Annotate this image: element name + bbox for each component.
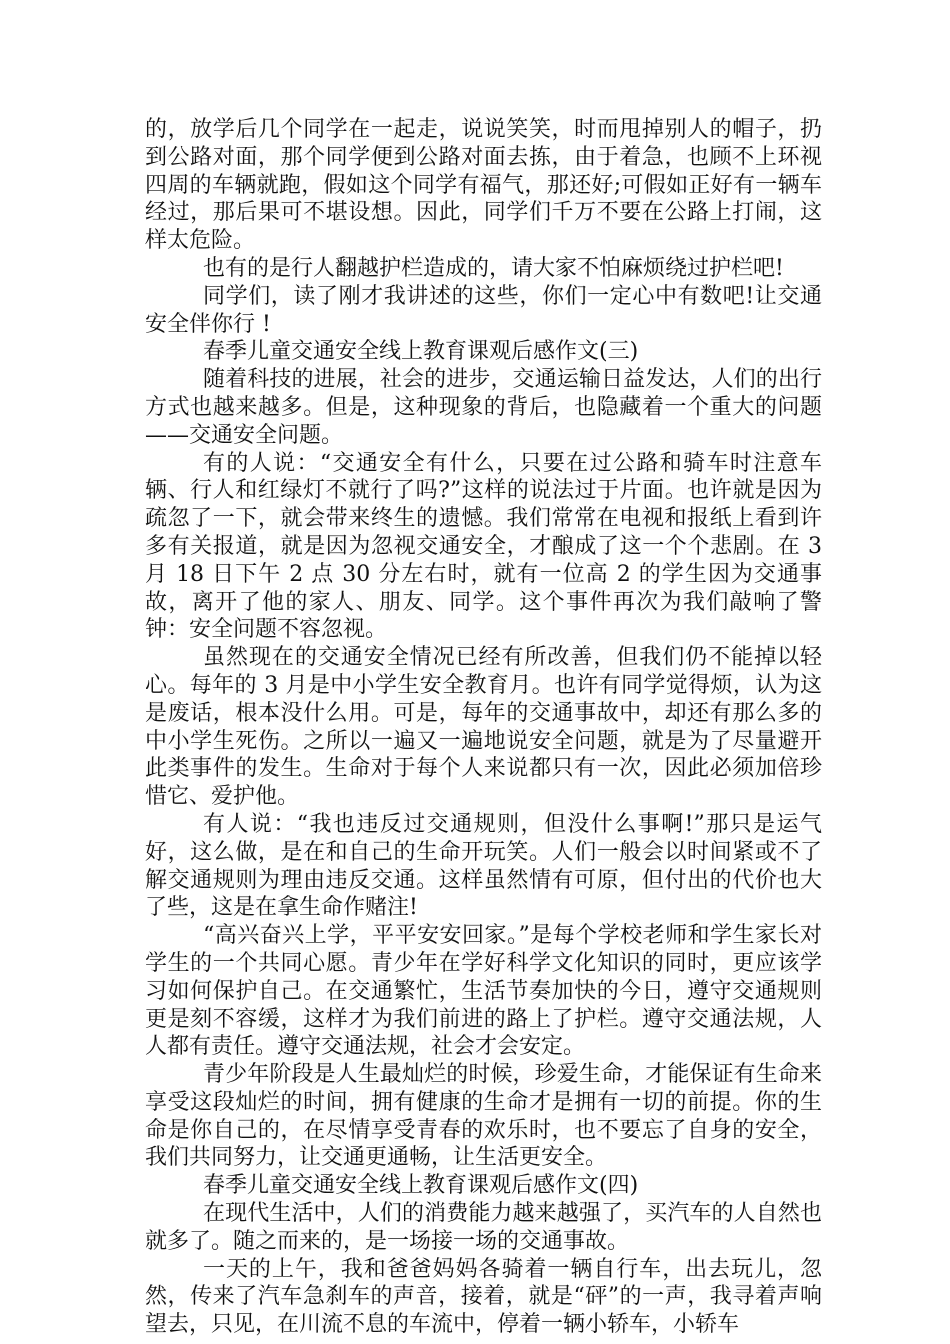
body-paragraph: 有人说：“我也违反过交通规则，但没什么事啊!”那只是运气好，这么做，是在和自己的生命开玩笑。人们一般会以时间紧或不了解交通规则为理由违反交通。这样虽然情有可原，但付出的代价也大了些，这是在拿生命作赌注!: [145, 811, 822, 921]
body-paragraph: “高兴奋兴上学，平平安安回家。”是每个学校老师和学生家长对学生的一个共同心愿。青少年在学好科学文化知识的同时，更应该学习如何保护自己。在交通繁忙，生活节奏加快的今日，遵守交通规则更是刻不容缓，这样才为我们前进的路上了护栏。遵守交通法规，人人都有责任。遵守交通法规，社会才会安定。: [145, 923, 822, 1060]
body-paragraph: 有的人说：“交通安全有什么，只要在过公路和骑车时注意车辆、行人和红绿灯不就行了吗?”这样的说法过于片面。也许就是因为疏忽了一下，就会带来终生的遗憾。我们常常在电视和报纸上看到许多有关报道，就是因为忽视交通安全，才酿成了这一个个悲剧。在 3 月 18 日下午 2 点 30 分左右时，就有一位高 2 的学生因为交通事故，离开了他的家人、朋友、同学。这个事件再次为我们敲响了警钟：安全问题不容忽视。: [145, 450, 822, 643]
body-paragraph: 也有的是行人翻越护栏造成的，请大家不怕麻烦绕过护栏吧!: [203, 255, 784, 281]
body-paragraph: 随着科技的进展，社会的进步，交通运输日益发达，人们的出行方式也越来越多。但是，这种现象的背后，也隐藏着一个重大的问题——交通安全问题。: [145, 367, 822, 448]
section-heading: 春季儿童交通安全线上教育课观后感作文(四): [203, 1173, 639, 1199]
body-paragraph: 在现代生活中，人们的消费能力越来越强了，买汽车的人自然也就多了。随之而来的，是一场接一场的交通事故。: [145, 1201, 822, 1254]
section-heading: 春季儿童交通安全线上教育课观后感作文(三): [203, 339, 639, 365]
body-paragraph: 青少年阶段是人生最灿烂的时候，珍爱生命，才能保证有生命来享受这段灿烂的时间，拥有健康的生命才是拥有一切的前提。你的生命是你自己的，在尽情享受青春的欢乐时，也不要忘了自身的安全，我们共同努力，让交通更通畅，让生活更安全。: [145, 1062, 822, 1171]
body-paragraph: 虽然现在的交通安全情况已经有所改善，但我们仍不能掉以轻心。每年的 3 月是中小学生安全教育月。也许有同学觉得烦，认为这是废话，根本没什么用。可是，每年的交通事故中，却还有那么多的中小学生死伤。之所以一遍又一遍地说安全问题，就是为了尽量避开此类事件的发生。生命对于每个人来说都只有一次，因此必须加倍珍惜它、爱护他。: [145, 645, 822, 810]
body-paragraph: 的，放学后几个同学在一起走，说说笑笑，时而甩掉别人的帽子，扔到公路对面，那个同学便到公路对面去拣，由于着急，也顾不上环视四周的车辆就跑，假如这个同学有福气，那还好;可假如正好有一辆车经过，那后果可不堪设想。因此，同学们千万不要在公路上打闹，这样太危险。: [145, 117, 822, 254]
body-paragraph: 同学们，读了刚才我讲述的这些，你们一定心中有数吧!让交通安全伴你行 !: [145, 283, 822, 337]
body-paragraph: 一天的上午，我和爸爸妈妈各骑着一辆自行车，出去玩儿，忽然，传来了汽车急刹车的声音，接着，就是“砰”的一声，我寻着声响望去，只见，在川流不息的车流中，停着一辆小轿车，小轿车: [145, 1256, 822, 1338]
